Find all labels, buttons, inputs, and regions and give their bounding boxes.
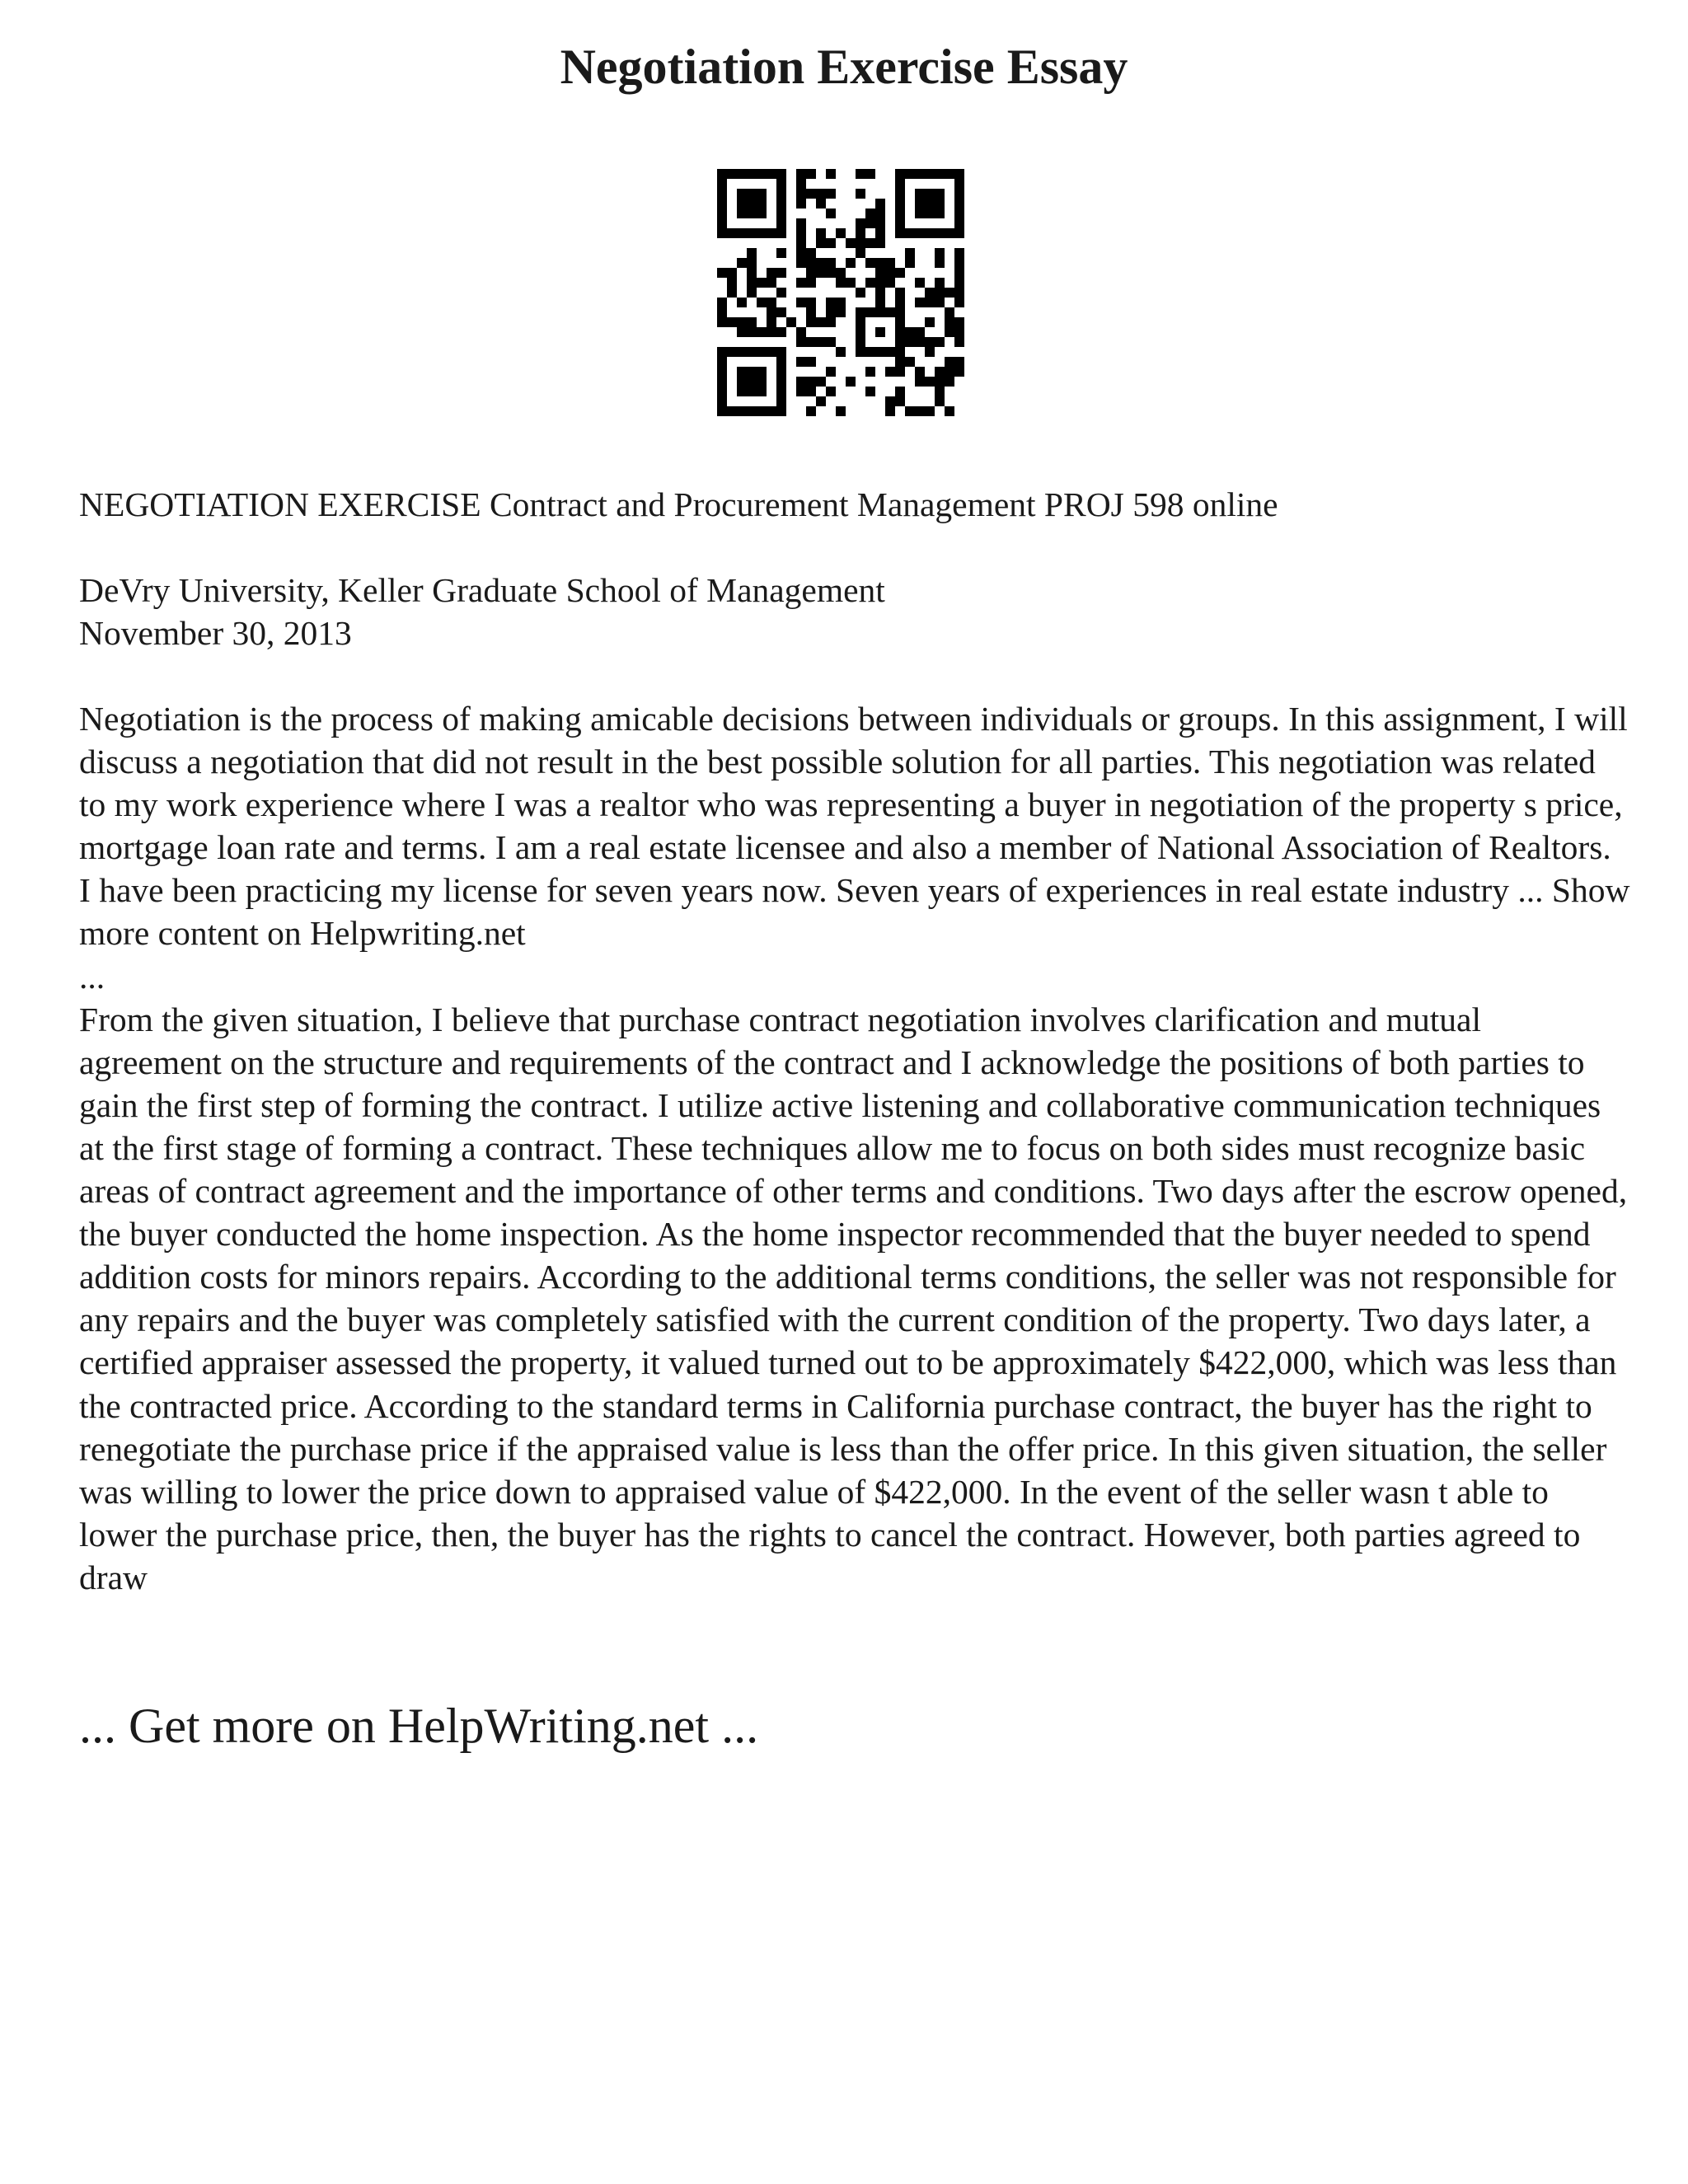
date-line: November 30, 2013 <box>79 614 352 652</box>
get-more-link[interactable]: ... Get more on HelpWriting.net ... <box>79 1699 759 1753</box>
qr-code-icon <box>717 169 964 416</box>
essay-body: Negotiation is the process of making amicable decisions between individuals or groups. In this assignment, I will discuss a negotiation that did not result in the best possible solution for all parties. This negotiation was related to my work experience where I was a realtor who was representing a buyer in negotiation of the property s price, mortgage loan rate and terms. I am a real estate licensee and also a member of National Association of Realtors. I have been practicing my license for seven years now. Seven years of experiences in real estate industry ... Show more content on Helpwriting.net ... From the given situation, I believe that purchase contract negotiation involves clarification and mutual agreement on the structure and requirements of the contract and I acknowledge the positions of both parties to gain the first step of forming the contract. I utilize active listening and collaborative communication techniques at the first stage of forming a contract. These techniques allow me to focus on both sides must recognize basic areas of contract agreement and the importance of other terms and conditions. Two days after the escrow opened, the buyer conducted the home inspection. As the home inspector recommended that the buyer needed to spend addition costs for minors repairs. According to the additional terms conditions, the seller was not responsible for any repairs and the buyer was completely satisfied with the current condition of the property. Two days later, a certified appraiser assessed the property, it valued turned out to be approximately $422,000, which was less than the contracted price. According to the standard terms in California purchase contract, the buyer has the right to renegotiate the purchase price if the appraised value is less than the offer price. In this given situation, the seller was willing to lower the price down to appraised value of $422,000. In the event of the seller wasn t able to lower the purchase price, then, the buyer has the rights to cancel the contract. However, both parties agreed to draw <box>79 700 1630 1596</box>
document-title: Negotiation Exercise Essay <box>560 40 1128 94</box>
school-line: DeVry University, Keller Graduate School of Management <box>79 571 885 609</box>
course-heading: NEGOTIATION EXERCISE Contract and Procurement Management PROJ 598 online <box>79 485 1278 523</box>
